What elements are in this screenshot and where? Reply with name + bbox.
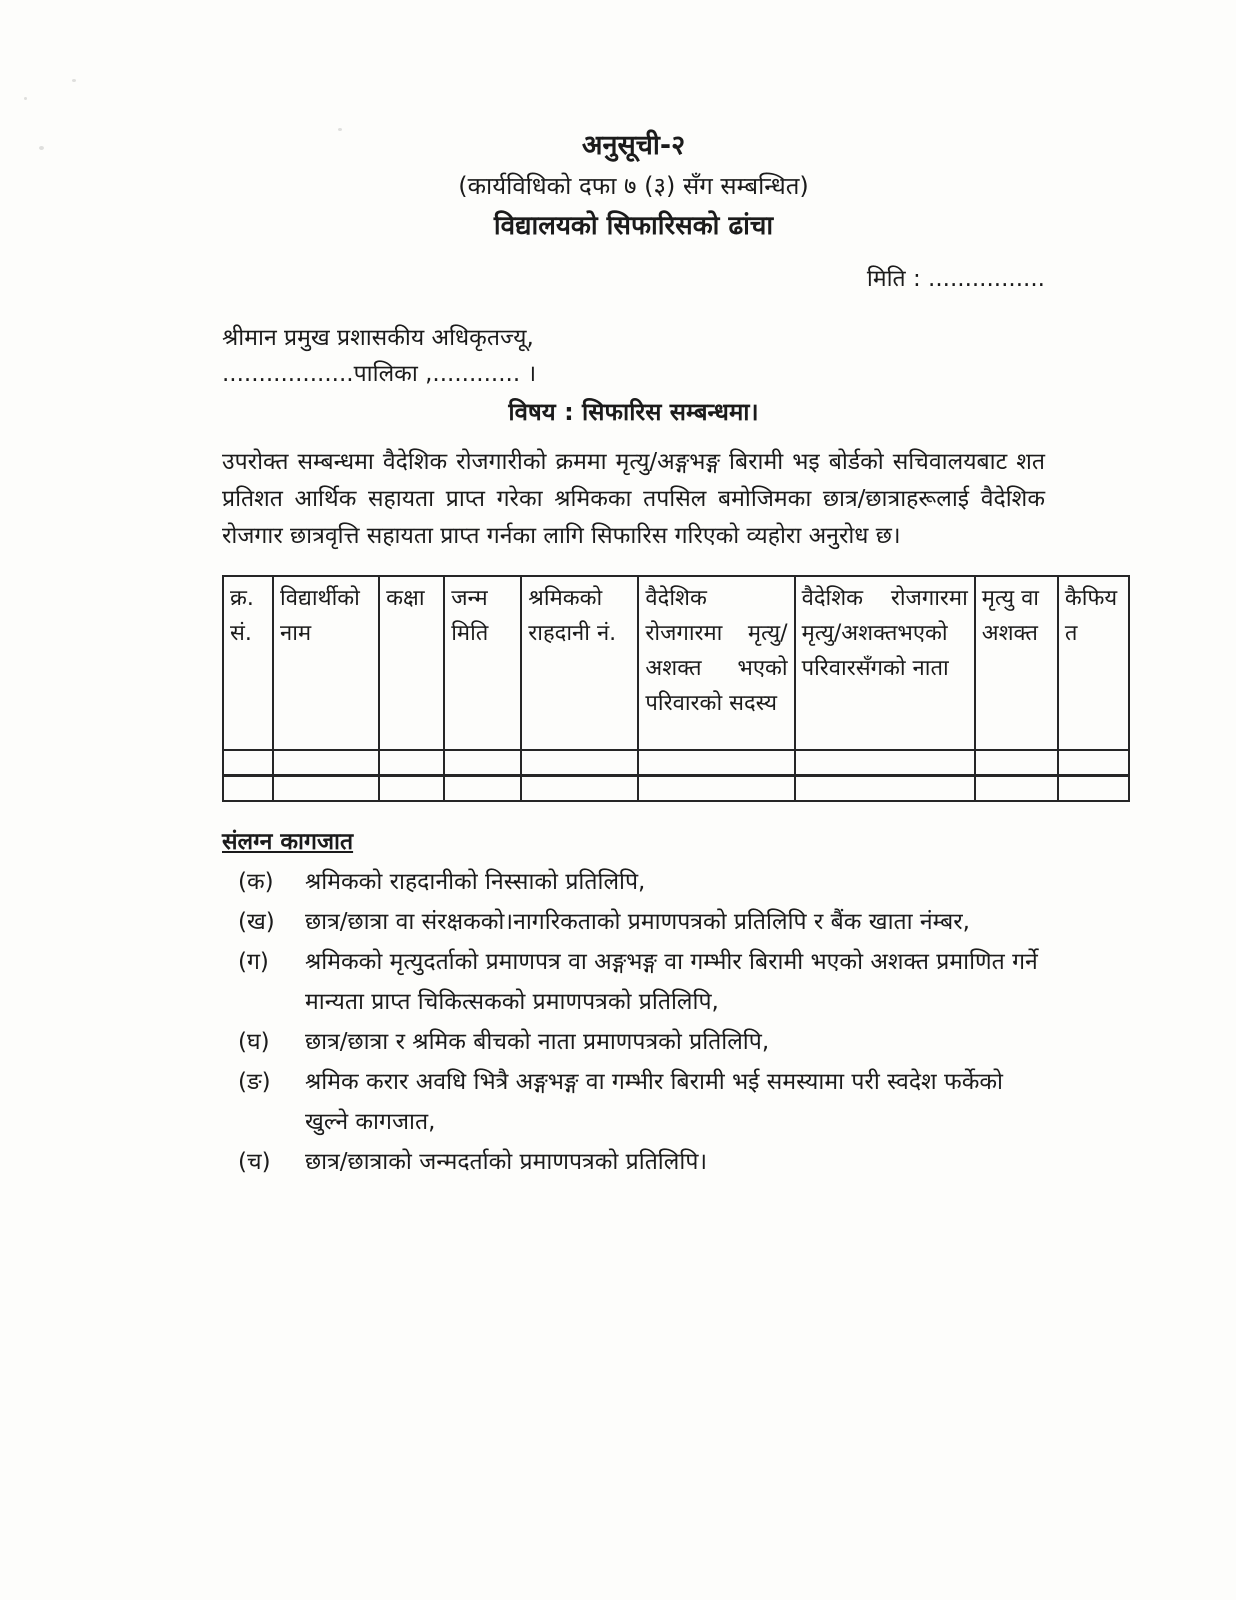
table-empty-cell (638, 750, 794, 776)
attachment-item-label: (ख) (238, 909, 275, 935)
annex-title: अनुसूची-२ (581, 130, 686, 161)
table-header-cell: श्रमिकको राहदानी नं. (521, 576, 638, 750)
table-header-cell: वैदेशिक रोजगारमा मृत्यु/अशक्त भएको परिवारको सदस्य (638, 576, 794, 750)
table-empty-row (223, 750, 1129, 776)
table-empty-cell (795, 750, 975, 776)
attachment-item-label: (घ) (238, 1029, 270, 1055)
recommendation-table (222, 575, 1130, 802)
scan-speck (24, 97, 27, 100)
table-empty-cell (521, 776, 638, 802)
table-header-row (223, 576, 1129, 750)
table-empty-cell (638, 776, 794, 802)
table-header-cell: जन्म मिति (444, 576, 521, 750)
salutation-recipient: श्रीमान प्रमुख प्रशासकीय अधिकृतज्यू, (222, 325, 534, 351)
attachment-item-text: छात्र/छात्रा वा संरक्षकको।नागरिकताको प्रमाणपत्रको प्रतिलिपि र बैंक खाता नंम्बर, (305, 909, 970, 935)
table-header-cell: मृत्यु वा अशक्त (975, 576, 1058, 750)
table-empty-cell (444, 750, 521, 776)
attachment-item-label: (क) (238, 869, 274, 895)
table-empty-cell (223, 776, 273, 802)
table-header-cell: क्र. सं. (223, 576, 273, 750)
form-title: विद्यालयको सिफारिसको ढांचा (493, 211, 774, 241)
table-empty-cell (1058, 776, 1129, 802)
salutation-address-blank: ..................पालिका ,............ । (222, 361, 537, 387)
scan-speck (39, 146, 44, 150)
table-empty-cell (444, 776, 521, 802)
attachment-item (222, 1062, 1045, 1142)
annex-subtitle: (कार्यविधिको दफा ७ (३) सँग सम्बन्धित) (458, 172, 809, 200)
table-body (223, 750, 1129, 801)
attachment-item (222, 942, 1045, 1022)
attachment-item (222, 1022, 1045, 1062)
attachment-item-text: छात्र/छात्राको जन्मदर्ताको प्रमाणपत्रको प्रतिलिपि। (305, 1149, 708, 1175)
table-empty-cell (379, 776, 444, 802)
table-header-cell: वैदेशिक रोजगारमा मृत्यु/अशक्तभएको परिवारसँगको नाता (795, 576, 975, 750)
table-header-cell: विद्यार्थीको नाम (273, 576, 379, 750)
table-empty-cell (975, 776, 1058, 802)
table-empty-cell (223, 750, 273, 776)
table-header-cell: कक्षा (379, 576, 444, 750)
subject-line: विषय : सिफारिस सम्बन्धमा। (508, 398, 759, 426)
attachment-item (222, 1142, 1045, 1182)
scan-speck (338, 128, 342, 131)
body-paragraph: उपरोक्त सम्बन्धमा वैदेशिक रोजगारीको क्रममा मृत्यु/अङ्गभङ्ग बिरामी भइ बोर्डको सचिवालयबाट शत प्रतिशत आर्थिक सहायता प्राप्त गरेका श्रमिकका तपसिल बमोजिमका छात्र/छात्राहरूलाई वैदेशिक रोजगार छात्रवृत्ति सहायता प्राप्त गर्नका लागि सिफारिस गरिएको व्यहोरा अनुरोध छ। (222, 449, 1045, 549)
attachments-heading: संलग्न कागजात (222, 829, 354, 855)
attachment-item-text: श्रमिकको राहदानीको निस्साको प्रतिलिपि, (305, 869, 646, 895)
attachments-list (222, 862, 1045, 1182)
attachment-item (222, 902, 1045, 942)
attachment-item-label: (च) (238, 1149, 271, 1175)
table-empty-row (223, 776, 1129, 802)
attachment-item-text: छात्र/छात्रा र श्रमिक बीचको नाता प्रमाणपत्रको प्रतिलिपि, (305, 1029, 770, 1055)
table-empty-cell (795, 776, 975, 802)
table-header-cell: कैफियत (1058, 576, 1129, 750)
attachment-item-text: श्रमिकको मृत्युदर्ताको प्रमाणपत्र वा अङ्गभङ्ग वा गम्भीर बिरामी भएको अशक्त प्रमाणित गर्ने मान्यता प्राप्त चिकित्सकको प्रमाणपत्रको प्रतिलिपि, (305, 949, 1038, 1015)
attachment-item-label: (ग) (238, 949, 269, 975)
date-line: मिति : ................ (866, 266, 1045, 292)
table-empty-cell (273, 750, 379, 776)
table-empty-cell (1058, 750, 1129, 776)
attachment-item (222, 862, 1045, 902)
attachment-item-label: (ङ) (238, 1069, 271, 1095)
table-empty-cell (521, 750, 638, 776)
scan-speck (72, 79, 76, 82)
table-empty-cell (379, 750, 444, 776)
table-empty-cell (273, 776, 379, 802)
table-empty-cell (975, 750, 1058, 776)
attachment-item-text: श्रमिक करार अवधि भित्रै अङ्गभङ्ग वा गम्भीर बिरामी भई समस्यामा परी स्वदेश फर्केको खुल्ने कागजात, (305, 1069, 1004, 1135)
